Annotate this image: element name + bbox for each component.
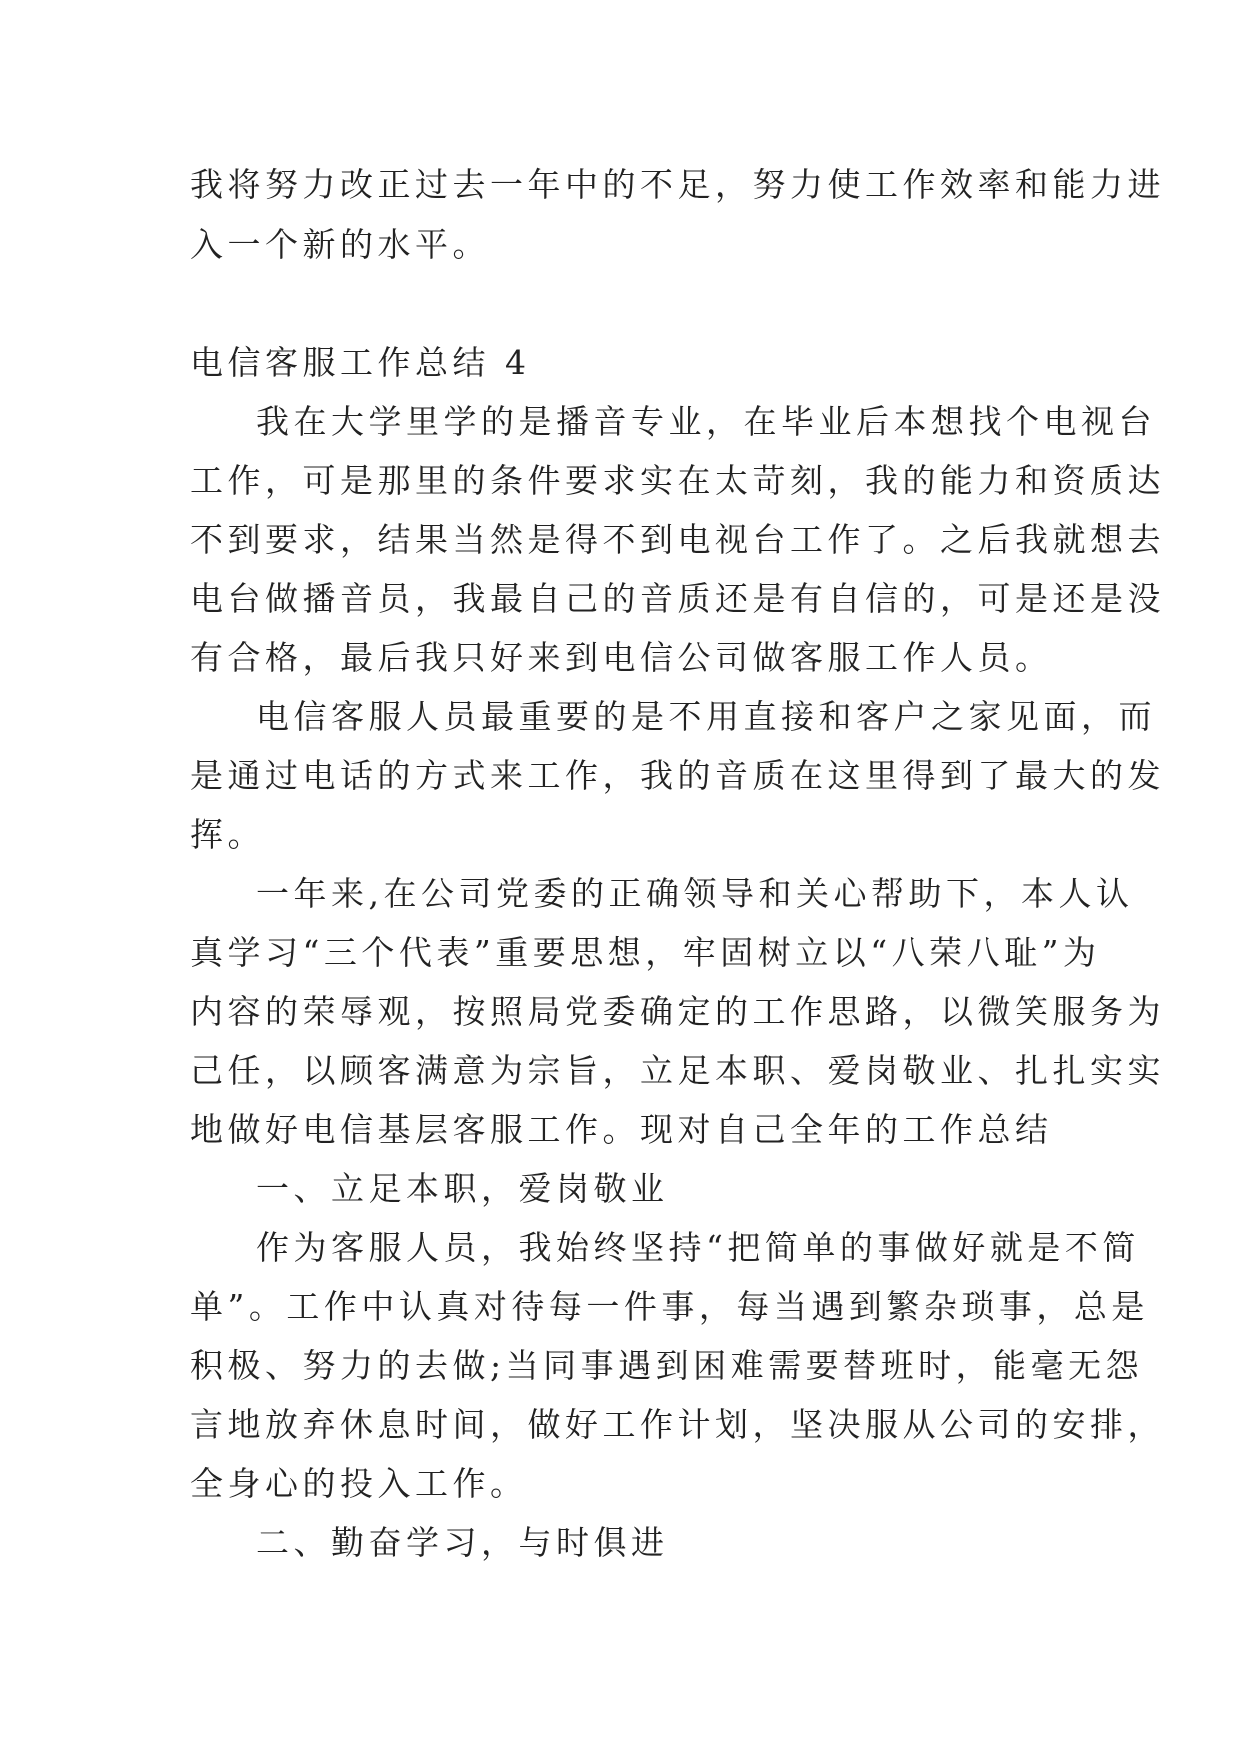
paragraph-line: 单”。工作中认真对待每一件事，每当遇到繁杂琐事，总是	[190, 1287, 1149, 1326]
paragraph-line: 全身心的投入工作。	[190, 1464, 528, 1503]
paragraph-line: 言地放弃休息时间，做好工作计划，坚决服从公司的安排，	[190, 1405, 1165, 1444]
paragraph-line: 电台做播音员，我最自己的音质还是有自信的，可是还是没	[190, 579, 1165, 618]
section-heading: 一、立足本职，爱岗敬业	[256, 1169, 669, 1208]
section-title: 电信客服工作总结 4	[190, 343, 531, 382]
paragraph-line: 不到要求，结果当然是得不到电视台工作了。之后我就想去	[190, 520, 1165, 559]
paragraph-line: 地做好电信基层客服工作。现对自己全年的工作总结	[190, 1110, 1053, 1149]
paragraph-line: 工作，可是那里的条件要求实在太苛刻，我的能力和资质达	[190, 461, 1165, 500]
section-heading: 二、勤奋学习，与时俱进	[256, 1523, 669, 1562]
paragraph-line: 挥。	[190, 815, 265, 854]
paragraph-line: 有合格，最后我只好来到电信公司做客服工作人员。	[190, 638, 1053, 677]
paragraph-line: 积极、努力的去做;当同事遇到困难需要替班时，能毫无怨	[190, 1346, 1144, 1385]
paragraph-line: 内容的荣辱观，按照局党委确定的工作思路，以微笑服务为	[190, 992, 1165, 1031]
paragraph-line: 己任，以顾客满意为宗旨，立足本职、爱岗敬业、扎扎实实	[190, 1051, 1165, 1090]
paragraph-line: 我在大学里学的是播音专业，在毕业后本想找个电视台	[256, 402, 1156, 441]
paragraph-line: 入一个新的水平。	[190, 225, 490, 264]
paragraph-line: 作为客服人员，我始终坚持“把简单的事做好就是不简	[256, 1228, 1140, 1267]
paragraph-line: 是通过电话的方式来工作，我的音质在这里得到了最大的发	[190, 756, 1165, 795]
paragraph-line: 一年来,在公司党委的正确领导和关心帮助下，本人认	[256, 874, 1134, 913]
paragraph-line: 真学习“三个代表”重要思想，牢固树立以“八荣八耻”为	[190, 933, 1101, 972]
paragraph-line: 电信客服人员最重要的是不用直接和客户之家见面，而	[256, 697, 1156, 736]
paragraph-line: 我将努力改正过去一年中的不足，努力使工作效率和能力进	[190, 165, 1165, 204]
